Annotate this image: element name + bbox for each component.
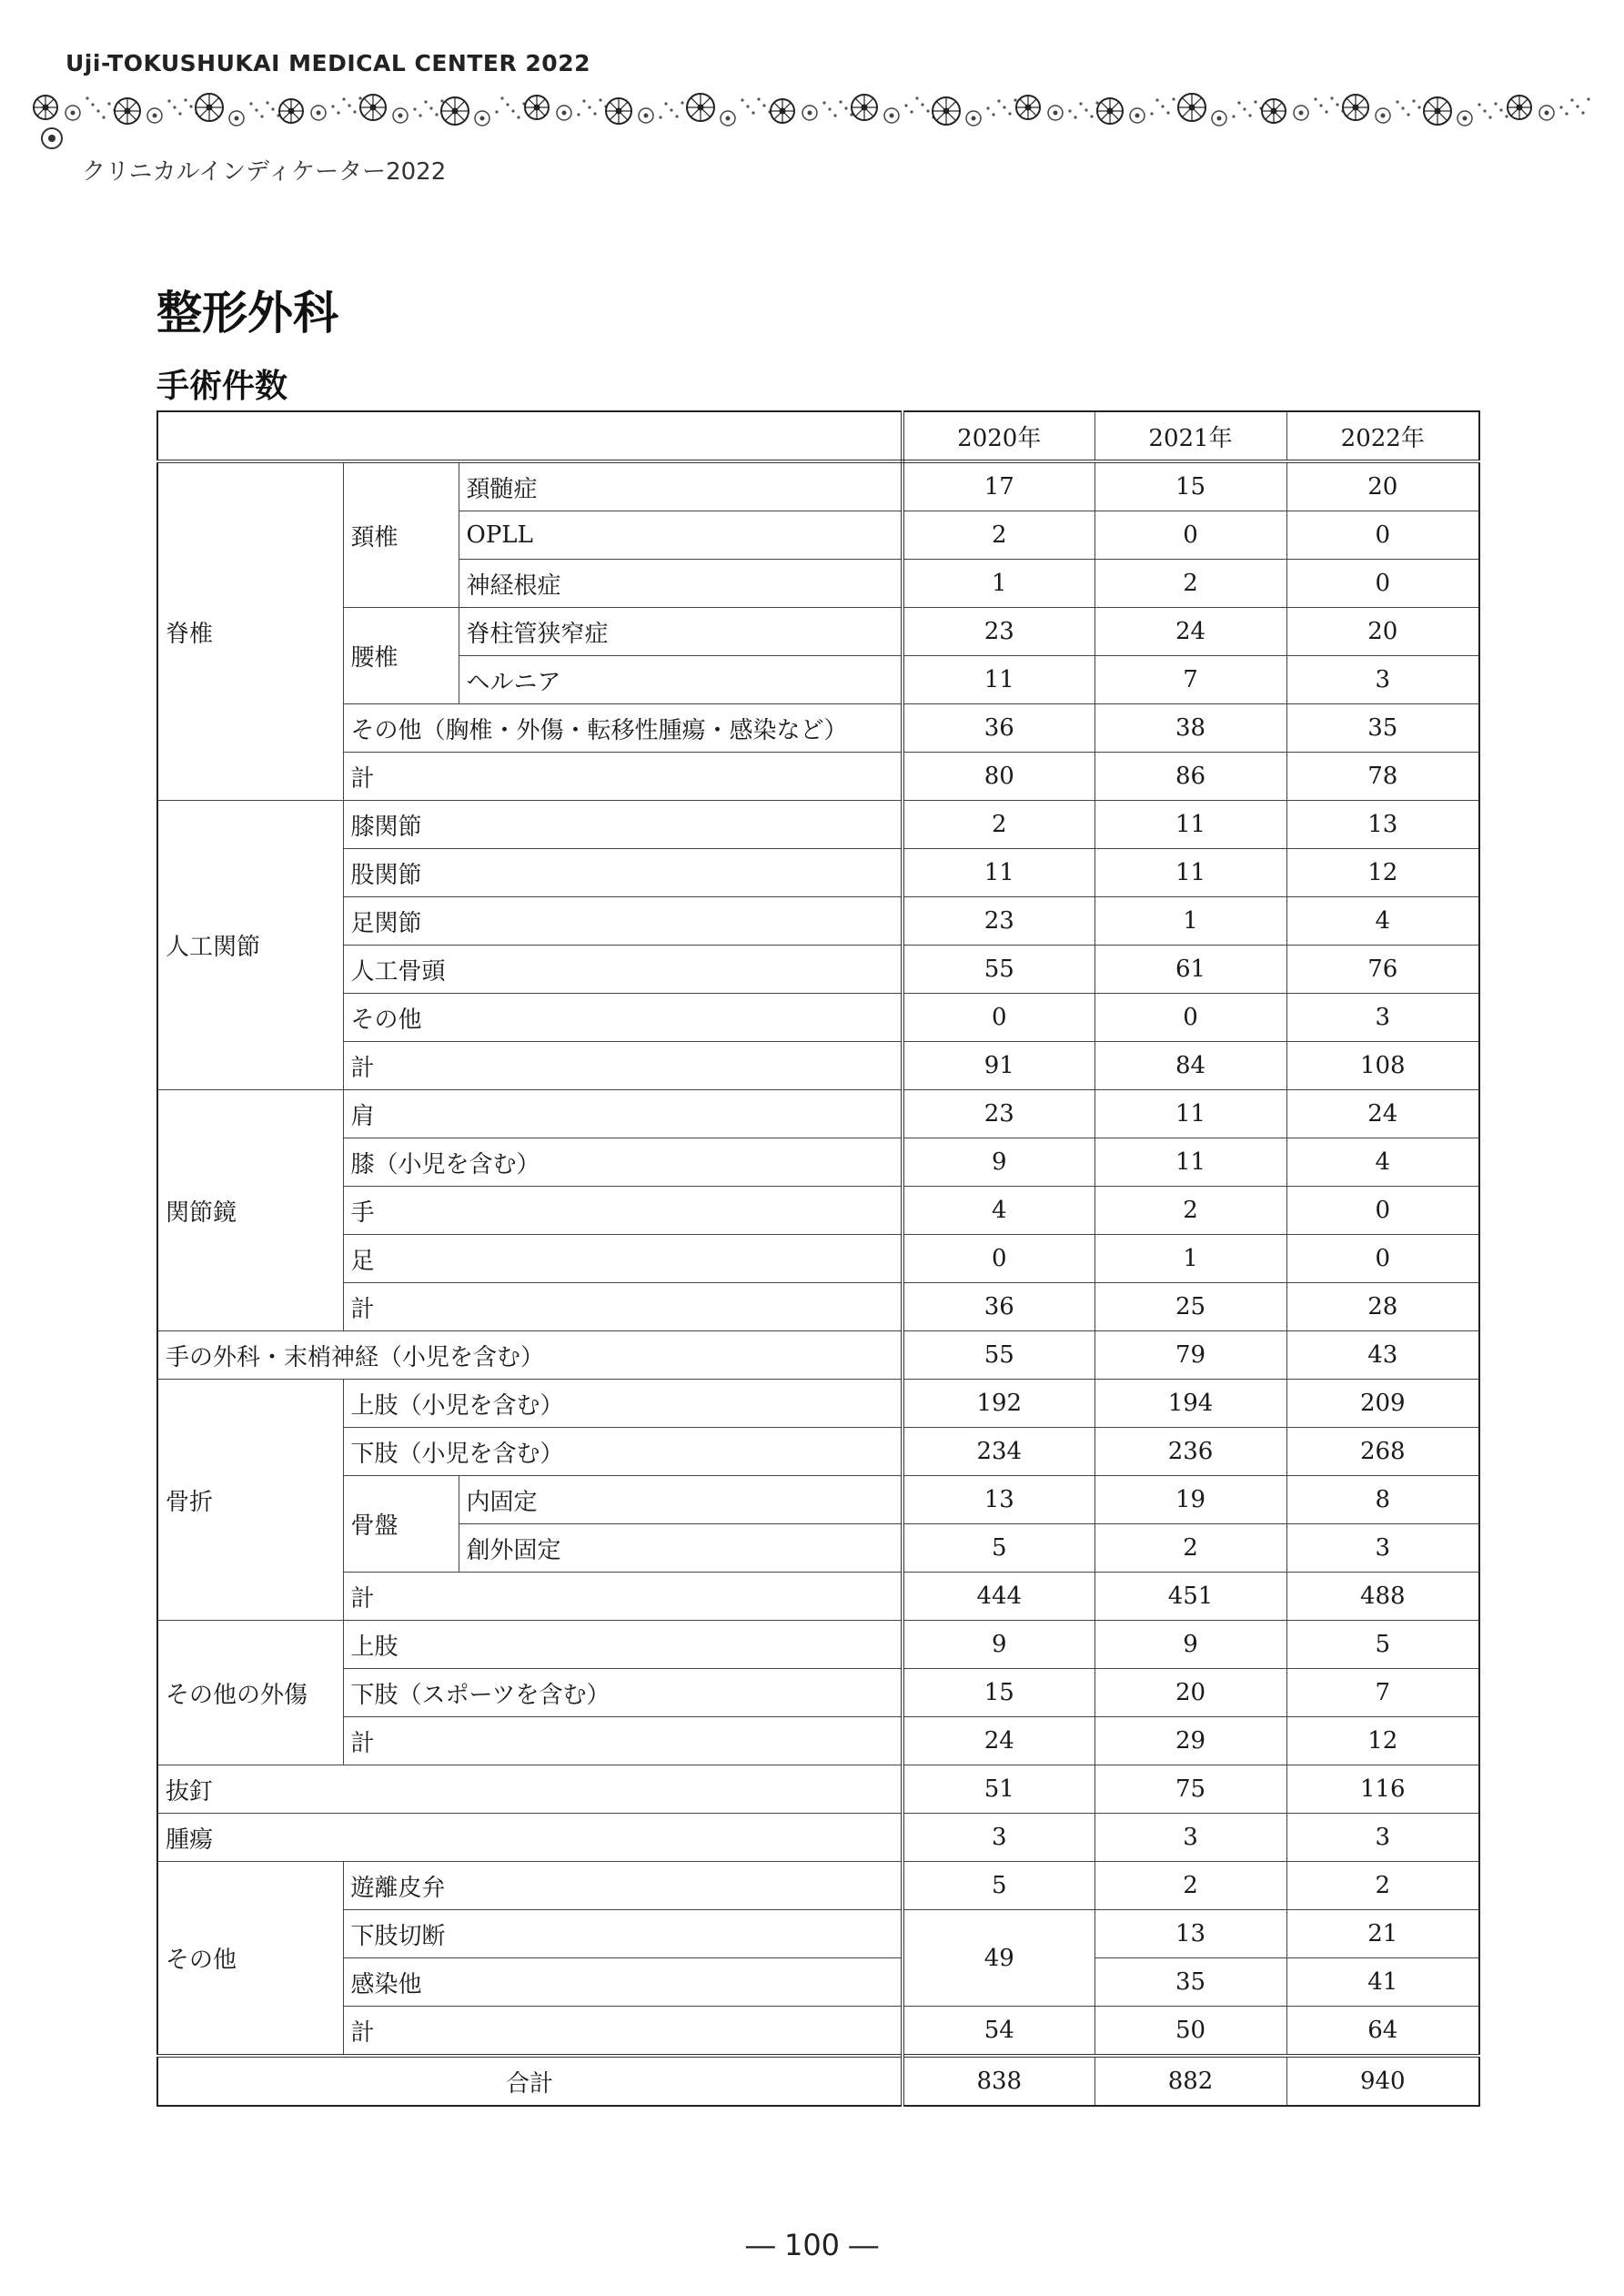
row-label: 脊柱管狭窄症 — [459, 608, 903, 656]
value-cell: 3 — [1286, 994, 1479, 1042]
value-cell: 80 — [903, 753, 1094, 801]
value-cell: 28 — [1286, 1283, 1479, 1331]
row-label: 下肢（小児を含む） — [343, 1428, 903, 1476]
table-row — [157, 1331, 1479, 1380]
value-cell: 24 — [1286, 1090, 1479, 1138]
floral-border-icon — [27, 87, 1601, 153]
value-cell: 41 — [1286, 1958, 1479, 2007]
table-row — [157, 994, 1479, 1042]
value-cell: 13 — [1094, 1910, 1286, 1958]
value-cell: 23 — [903, 897, 1094, 946]
header-org: Uji-TOKUSHUKAI MEDICAL CENTER 2022 — [66, 50, 590, 76]
table-row — [157, 1428, 1479, 1476]
value-cell: 55 — [903, 946, 1094, 994]
value-cell: 0 — [1286, 1187, 1479, 1235]
row-label: 腫瘍 — [157, 1814, 903, 1862]
total-row — [157, 2056, 1479, 2106]
row-label: ヘルニア — [459, 656, 903, 704]
value-cell: 20 — [1094, 1669, 1286, 1717]
value-cell: 4 — [1286, 897, 1479, 946]
value-cell: 54 — [903, 2007, 1094, 2057]
value-cell: 194 — [1094, 1380, 1286, 1428]
value-cell: 29 — [1094, 1717, 1286, 1765]
row-label: 感染他 — [343, 1958, 903, 2007]
table-row — [157, 1765, 1479, 1814]
table-row — [157, 704, 1479, 753]
table-row — [157, 1090, 1479, 1138]
value-cell: 3 — [1094, 1814, 1286, 1862]
value-cell: 25 — [1094, 1283, 1286, 1331]
total-value: 882 — [1094, 2056, 1286, 2106]
row-label: 足 — [343, 1235, 903, 1283]
row-label: 股関節 — [343, 849, 903, 897]
value-cell: 3 — [903, 1814, 1094, 1862]
page-number: ― 100 ― — [745, 2228, 879, 2262]
value-cell: 0 — [1094, 994, 1286, 1042]
row-label: 足関節 — [343, 897, 903, 946]
row-label: 計 — [343, 1573, 903, 1621]
group-label: その他 — [157, 1862, 343, 2057]
row-label: 計 — [343, 2007, 903, 2057]
value-cell: 209 — [1286, 1380, 1479, 1428]
value-cell: 84 — [1094, 1042, 1286, 1090]
group-label: 脊椎 — [157, 461, 343, 801]
subgroup-label: 骨盤 — [343, 1476, 459, 1573]
table-row — [157, 1669, 1479, 1717]
value-cell: 451 — [1094, 1573, 1286, 1621]
table-row — [157, 753, 1479, 801]
value-cell: 8 — [1286, 1476, 1479, 1524]
value-cell: 91 — [903, 1042, 1094, 1090]
row-label: 計 — [343, 1283, 903, 1331]
value-cell: 268 — [1286, 1428, 1479, 1476]
value-cell: 9 — [903, 1138, 1094, 1187]
row-label: 計 — [343, 753, 903, 801]
value-cell: 23 — [903, 608, 1094, 656]
table-row — [157, 1138, 1479, 1187]
value-cell: 3 — [1286, 1814, 1479, 1862]
value-cell: 108 — [1286, 1042, 1479, 1090]
table-row — [157, 1573, 1479, 1621]
value-cell: 11 — [1094, 849, 1286, 897]
value-cell: 75 — [1094, 1765, 1286, 1814]
row-label: 計 — [343, 1717, 903, 1765]
value-cell: 2 — [1286, 1862, 1479, 1910]
value-cell: 17 — [903, 461, 1094, 511]
value-cell: 36 — [903, 704, 1094, 753]
value-cell: 20 — [1286, 608, 1479, 656]
table-row — [157, 1717, 1479, 1765]
value-cell: 236 — [1094, 1428, 1286, 1476]
value-cell: 192 — [903, 1380, 1094, 1428]
value-cell: 20 — [1286, 461, 1479, 511]
table-row — [157, 1621, 1479, 1669]
value-cell: 13 — [903, 1476, 1094, 1524]
row-label: 頚髄症 — [459, 461, 903, 511]
group-label: その他の外傷 — [157, 1621, 343, 1765]
row-label: 手の外科・末梢神経（小児を含む） — [157, 1331, 903, 1380]
table-row — [157, 1910, 1479, 1958]
row-label: 神経根症 — [459, 560, 903, 608]
row-label: 下肢切断 — [343, 1910, 903, 1958]
row-label: 遊離皮弁 — [343, 1862, 903, 1910]
value-cell: 49 — [903, 1910, 1094, 2007]
value-cell: 488 — [1286, 1573, 1479, 1621]
value-cell: 0 — [903, 994, 1094, 1042]
value-cell: 79 — [1094, 1331, 1286, 1380]
table-header-row — [157, 411, 1479, 461]
table-row — [157, 1476, 1479, 1524]
value-cell: 9 — [1094, 1621, 1286, 1669]
row-label: 抜釘 — [157, 1765, 903, 1814]
value-cell: 7 — [1286, 1669, 1479, 1717]
table-row — [157, 849, 1479, 897]
value-cell: 35 — [1094, 1958, 1286, 2007]
value-cell: 13 — [1286, 801, 1479, 849]
value-cell: 444 — [903, 1573, 1094, 1621]
value-cell: 23 — [903, 1090, 1094, 1138]
group-label: 人工関節 — [157, 801, 343, 1090]
value-cell: 61 — [1094, 946, 1286, 994]
table-row — [157, 946, 1479, 994]
table-row — [157, 1042, 1479, 1090]
header-blank-cell — [157, 411, 903, 461]
value-cell: 2 — [903, 801, 1094, 849]
row-label: 上肢（小児を含む） — [343, 1380, 903, 1428]
value-cell: 12 — [1286, 1717, 1479, 1765]
row-label: 内固定 — [459, 1476, 903, 1524]
value-cell: 24 — [903, 1717, 1094, 1765]
table-row — [157, 461, 1479, 511]
value-cell: 116 — [1286, 1765, 1479, 1814]
table-row — [157, 1862, 1479, 1910]
table-row — [157, 2007, 1479, 2057]
value-cell: 15 — [903, 1669, 1094, 1717]
total-value: 940 — [1286, 2056, 1479, 2106]
row-label: OPLL — [459, 511, 903, 560]
value-cell: 50 — [1094, 2007, 1286, 2057]
value-cell: 9 — [903, 1621, 1094, 1669]
value-cell: 12 — [1286, 849, 1479, 897]
value-cell: 5 — [903, 1524, 1094, 1573]
table-row — [157, 608, 1479, 656]
total-label: 合計 — [157, 2056, 903, 2106]
value-cell: 0 — [1286, 560, 1479, 608]
row-label: 上肢 — [343, 1621, 903, 1669]
table-row — [157, 801, 1479, 849]
value-cell: 3 — [1286, 656, 1479, 704]
value-cell: 2 — [903, 511, 1094, 560]
value-cell: 15 — [1094, 461, 1286, 511]
value-cell: 11 — [903, 656, 1094, 704]
value-cell: 5 — [903, 1862, 1094, 1910]
page-title: 整形外科 — [156, 287, 338, 339]
subgroup-label: 頚椎 — [343, 461, 459, 608]
subgroup-label: 腰椎 — [343, 608, 459, 704]
value-cell: 0 — [903, 1235, 1094, 1283]
value-cell: 4 — [1286, 1138, 1479, 1187]
value-cell: 234 — [903, 1428, 1094, 1476]
value-cell: 0 — [1286, 1235, 1479, 1283]
value-cell: 1 — [903, 560, 1094, 608]
value-cell: 19 — [1094, 1476, 1286, 1524]
value-cell: 2 — [1094, 1862, 1286, 1910]
value-cell: 5 — [1286, 1621, 1479, 1669]
value-cell: 78 — [1286, 753, 1479, 801]
value-cell: 0 — [1286, 511, 1479, 560]
value-cell: 2 — [1094, 560, 1286, 608]
section-title: 手術件数 — [156, 368, 288, 405]
value-cell: 1 — [1094, 897, 1286, 946]
row-label: 下肢（スポーツを含む） — [343, 1669, 903, 1717]
value-cell: 4 — [903, 1187, 1094, 1235]
value-cell: 35 — [1286, 704, 1479, 753]
value-cell: 11 — [903, 849, 1094, 897]
value-cell: 64 — [1286, 2007, 1479, 2057]
table-row — [157, 897, 1479, 946]
year-header: 2020年 — [903, 411, 1094, 461]
table-row — [157, 1380, 1479, 1428]
group-label: 関節鏡 — [157, 1090, 343, 1331]
header-subtitle: クリニカルインディケーター2022 — [82, 158, 447, 186]
value-cell: 1 — [1094, 1235, 1286, 1283]
table-row — [157, 1283, 1479, 1331]
row-label: その他（胸椎・外傷・転移性腫瘍・感染など） — [343, 704, 903, 753]
value-cell: 3 — [1286, 1524, 1479, 1573]
value-cell: 11 — [1094, 801, 1286, 849]
value-cell: 7 — [1094, 656, 1286, 704]
value-cell: 43 — [1286, 1331, 1479, 1380]
value-cell: 76 — [1286, 946, 1479, 994]
table-row — [157, 1814, 1479, 1862]
year-header: 2021年 — [1094, 411, 1286, 461]
value-cell: 2 — [1094, 1187, 1286, 1235]
row-label: 膝関節 — [343, 801, 903, 849]
row-label: 膝（小児を含む） — [343, 1138, 903, 1187]
group-label: 骨折 — [157, 1380, 343, 1621]
table-row — [157, 1235, 1479, 1283]
value-cell: 86 — [1094, 753, 1286, 801]
row-label: 計 — [343, 1042, 903, 1090]
row-label: 肩 — [343, 1090, 903, 1138]
value-cell: 21 — [1286, 1910, 1479, 1958]
row-label: その他 — [343, 994, 903, 1042]
surgery-count-table — [156, 410, 1480, 2107]
value-cell: 51 — [903, 1765, 1094, 1814]
value-cell: 55 — [903, 1331, 1094, 1380]
value-cell: 38 — [1094, 704, 1286, 753]
table-row — [157, 1187, 1479, 1235]
value-cell: 2 — [1094, 1524, 1286, 1573]
value-cell: 0 — [1094, 511, 1286, 560]
row-label: 創外固定 — [459, 1524, 903, 1573]
value-cell: 11 — [1094, 1138, 1286, 1187]
value-cell: 24 — [1094, 608, 1286, 656]
value-cell: 11 — [1094, 1090, 1286, 1138]
table-row — [157, 1958, 1479, 2007]
row-label: 手 — [343, 1187, 903, 1235]
year-header: 2022年 — [1286, 411, 1479, 461]
total-value: 838 — [903, 2056, 1094, 2106]
row-label: 人工骨頭 — [343, 946, 903, 994]
value-cell: 36 — [903, 1283, 1094, 1331]
